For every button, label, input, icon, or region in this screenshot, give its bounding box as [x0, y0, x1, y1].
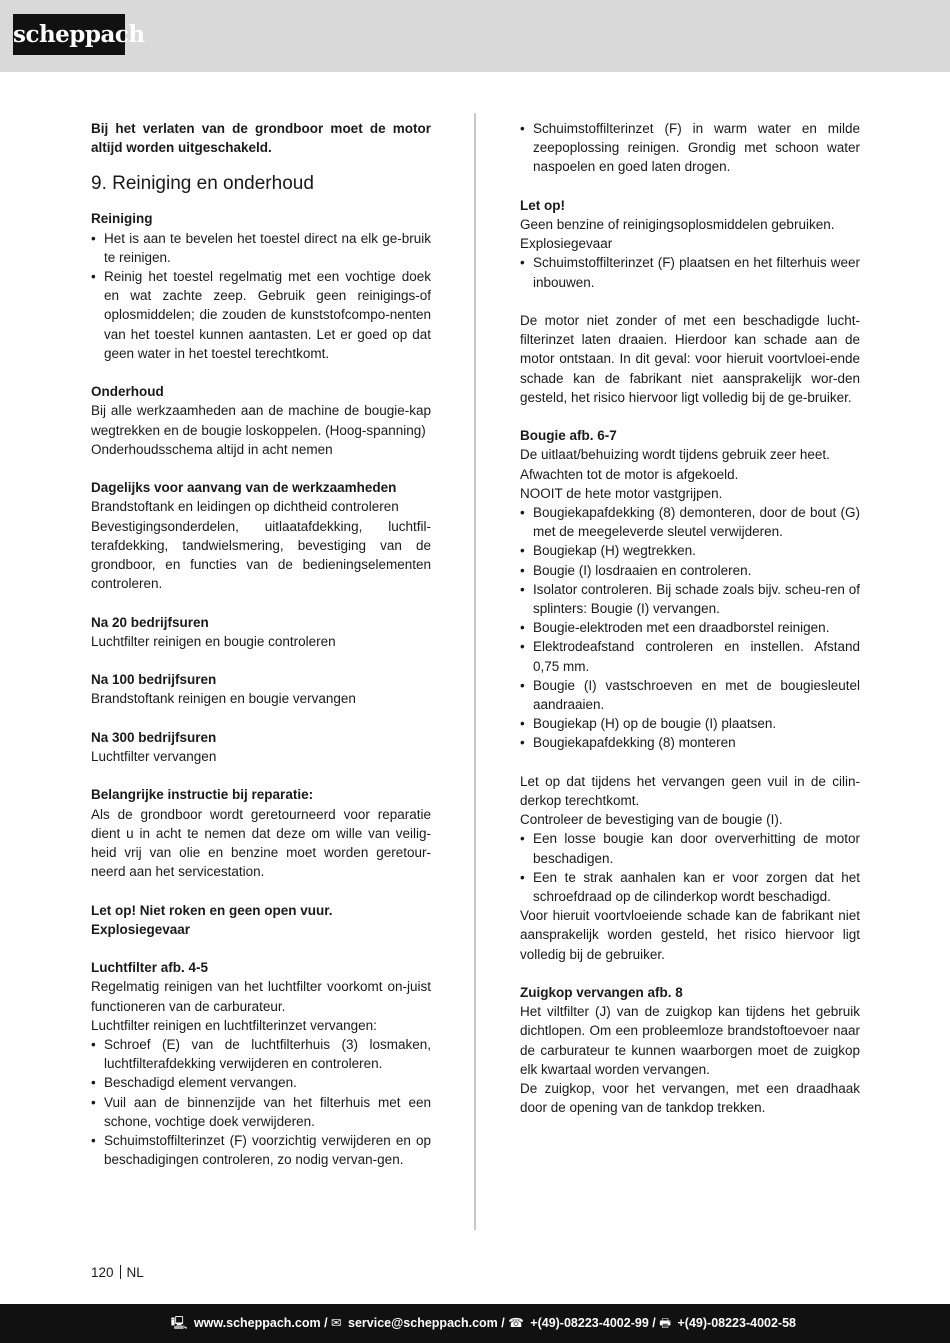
list-item: • Bougiekapafdekking (8) demonteren, door de bout (G) met de meegeleverde sleutel verwijderen.: [520, 503, 860, 541]
daily-heading: Dagelijks voor aanvang van de werkzaamheden: [91, 480, 397, 496]
footer-phone: +(49)-08223-4002-99 /: [530, 1316, 656, 1330]
page-number: [91, 1265, 144, 1280]
attention-heading: Let op!: [520, 197, 565, 213]
airfilter-heading: Luchtfilter afb. 4-5: [91, 960, 209, 976]
suction-heading: Zuigkop vervangen afb. 8: [520, 985, 683, 1001]
list-item: • Schuimstoffilterinzet (F) in warm water en milde zeepoplossing reinigen. Grondig met schoon water naspoelen en goed laten drogen.: [520, 119, 860, 177]
paragraph: Regelmatig reinigen van het luchtfilter voorkomt on-juist functioneren van de carburateur.: [91, 979, 431, 1014]
dirt-list: [520, 829, 860, 906]
paragraph: Brandstoftank reinigen en bougie vervangen: [91, 691, 356, 707]
left-column: [91, 119, 431, 1169]
motor-off-warning: Bij het verlaten van de grondboor moet de motor altijd worden uitgeschakeld.: [91, 121, 431, 156]
fax-icon: 🖶: [659, 1316, 672, 1330]
list-item: • Bougie (I) vastschroeven en met de bougiesleutel aandraaien.: [520, 676, 860, 714]
page-header: [0, 0, 950, 72]
repair-heading: Belangrijke instructie bij reparatie:: [91, 787, 314, 803]
paragraph: De zuigkop, voor het vervangen, met een draadhaak door de opening van de tankdop trekken.: [520, 1081, 860, 1116]
paragraph: Let op dat tijdens het vervangen geen vuil in de cilin-derkop terechtkomt.: [520, 773, 860, 809]
column-divider: [474, 113, 476, 1230]
paragraph: Onderhoudsschema altijd in acht nemen: [91, 441, 333, 457]
right-column: [520, 119, 860, 1117]
paragraph: Als de grondboor wordt geretourneerd voor reparatie dient u in acht te nemen dat deze om wille van veilig-heid vrij van olie en benzine moet worden geretour-neerd aan het servicestation.: [91, 806, 431, 880]
list-item: • Vuil aan de binnenzijde van het filterhuis met een schone, vochtige doek verwijderen.: [91, 1093, 431, 1131]
list-item: • Schuimstoffilterinzet (F) plaatsen en het filterhuis weer inbouwen.: [520, 253, 860, 291]
list-item: • Beschadigd element vervangen.: [91, 1073, 431, 1092]
fire-warning: Let op! Niet roken en geen open vuur.: [91, 902, 333, 918]
paragraph: De uitlaat/behuizing wordt tijdens gebruik zeer heet.: [520, 447, 830, 463]
page-number-value: 120: [91, 1265, 114, 1280]
list-item: • Reinig het toestel regelmatig met een vochtige doek en wat zachte zeep. Gebruik geen reinigings-of oplosmiddelen; die zouden de kunststofcompo-nenten van het toestel kunnen aantasten. Let er goed op dat geen water in het toestel terechtkomt.: [91, 267, 431, 363]
list-item: • Elektrodeafstand controleren en instellen. Afstand 0,75 mm.: [520, 637, 860, 675]
cleaning-list: [91, 229, 431, 363]
paragraph: Afwachten tot de motor is afgekoeld.: [520, 466, 739, 482]
mail-icon: ✉: [331, 1316, 342, 1330]
paragraph: Het viltfilter (J) van de zuigkop kan tijdens het gebruik dichtlopen. Om een probleemloze brandstoftoevoer naar de carburateur te kunnen waarborgen moet de zuigkop elk kwartaal worden vervangen.: [520, 1004, 860, 1077]
list-item: • Bougie-elektroden met een draadborstel reinigen.: [520, 618, 860, 637]
page-footer: [0, 1304, 950, 1343]
list-item: • Schuimstoffilterinzet (F) voorzichtig verwijderen en op beschadigingen controleren, zo nodig vervan-gen.: [91, 1131, 431, 1169]
paragraph: Luchtfilter vervangen: [91, 749, 217, 765]
sparkplug-list: [520, 503, 860, 753]
interval-100-heading: Na 100 bedrijfsuren: [91, 672, 217, 688]
footer-email: service@scheppach.com /: [348, 1316, 505, 1330]
sparkplug-heading: Bougie afb. 6-7: [520, 428, 617, 444]
footer-website: www.scheppach.com /: [193, 1316, 328, 1330]
motor-warning: De motor niet zonder of met een beschadigde lucht-filterinzet laten draaien. Hierdoor kan schade aan de motor ontstaan. In dit geval: voor hieruit voortvloei-ende schade kan de fabrikant niet aansprakelijk wor-den gesteld, het risico hiervoor ligt volledig bij de ge-bruiker.: [520, 313, 860, 405]
list-item: • Bougie (I) losdraaien en controleren.: [520, 561, 860, 580]
list-item: • Bougiekapafdekking (8) monteren: [520, 733, 860, 752]
paragraph: NOOIT de hete motor vastgrijpen.: [520, 485, 723, 501]
list-item: • Bougiekap (H) op de bougie (I) plaatsen.: [520, 714, 860, 733]
list-item: • Isolator controleren. Bij schade zoals bijv. scheu-ren of splinters: Bougie (I) vervangen.: [520, 580, 860, 618]
cleaning-heading: Reiniging: [91, 211, 153, 227]
paragraph: Luchtfilter reinigen en luchtfilterinzet vervangen:: [91, 1017, 377, 1033]
scheppach-logo: scheppach: [13, 14, 125, 55]
interval-300-heading: Na 300 bedrijfsuren: [91, 729, 217, 745]
paragraph: Luchtfilter reinigen en bougie controleren: [91, 633, 336, 649]
list-item: • Het is aan te bevelen het toestel direct na elk ge-bruik te reinigen.: [91, 229, 431, 267]
section-title: 9. Reiniging en onderhoud: [91, 173, 314, 195]
paragraph: Bevestigingsonderdelen, uitlaatafdekking, luchtfil-terafdekking, tandwielsmering, bevestiging van de grondboor, en functies van de bedieningselementen controleren.: [91, 518, 431, 592]
maintenance-heading: Onderhoud: [91, 384, 164, 400]
paragraph: Controleer de bevestiging van de bougie (I).: [520, 812, 783, 828]
attention-list: [520, 253, 860, 291]
explosion-warning: Explosiegevaar: [91, 921, 191, 937]
phone-icon: ☎: [508, 1316, 524, 1330]
computer-icon: 🖳: [170, 1316, 188, 1330]
list-item: • Een losse bougie kan door oververhitting de motor beschadigen.: [520, 829, 860, 867]
paragraph: Explosiegevaar: [520, 236, 613, 252]
paragraph: Brandstoftank en leidingen op dichtheid controleren: [91, 499, 399, 515]
paragraph: Geen benzine of reinigingsoplosmiddelen gebruiken.: [520, 217, 835, 232]
list-item: • Bougiekap (H) wegtrekken.: [520, 541, 860, 560]
paragraph: Bij alle werkzaamheden aan de machine de bougie-kap wegtrekken en de bougie loskoppelen. (Hoog-spanning): [91, 403, 431, 438]
paragraph: Voor hieruit voortvloeiende schade kan de fabrikant niet aansprakelijk worden gesteld, het risico hiervoor ligt volledig bij de gebruiker.: [520, 908, 860, 962]
list-item: • Schroef (E) van de luchtfilterhuis (3) losmaken, luchtfilterafdekking verwijderen en controleren.: [91, 1035, 431, 1073]
list-item: • Een te strak aanhalen kan er voor zorgen dat het schroefdraad op de cilinderkop wordt beschadigd.: [520, 868, 860, 906]
foam-list: [520, 119, 860, 177]
page-number-separator: [120, 1265, 121, 1279]
footer-fax: +(49)-08223-4002-58: [677, 1316, 796, 1330]
airfilter-list: [91, 1035, 431, 1169]
page-language: NL: [126, 1265, 144, 1280]
interval-20-heading: Na 20 bedrijfsuren: [91, 614, 209, 630]
